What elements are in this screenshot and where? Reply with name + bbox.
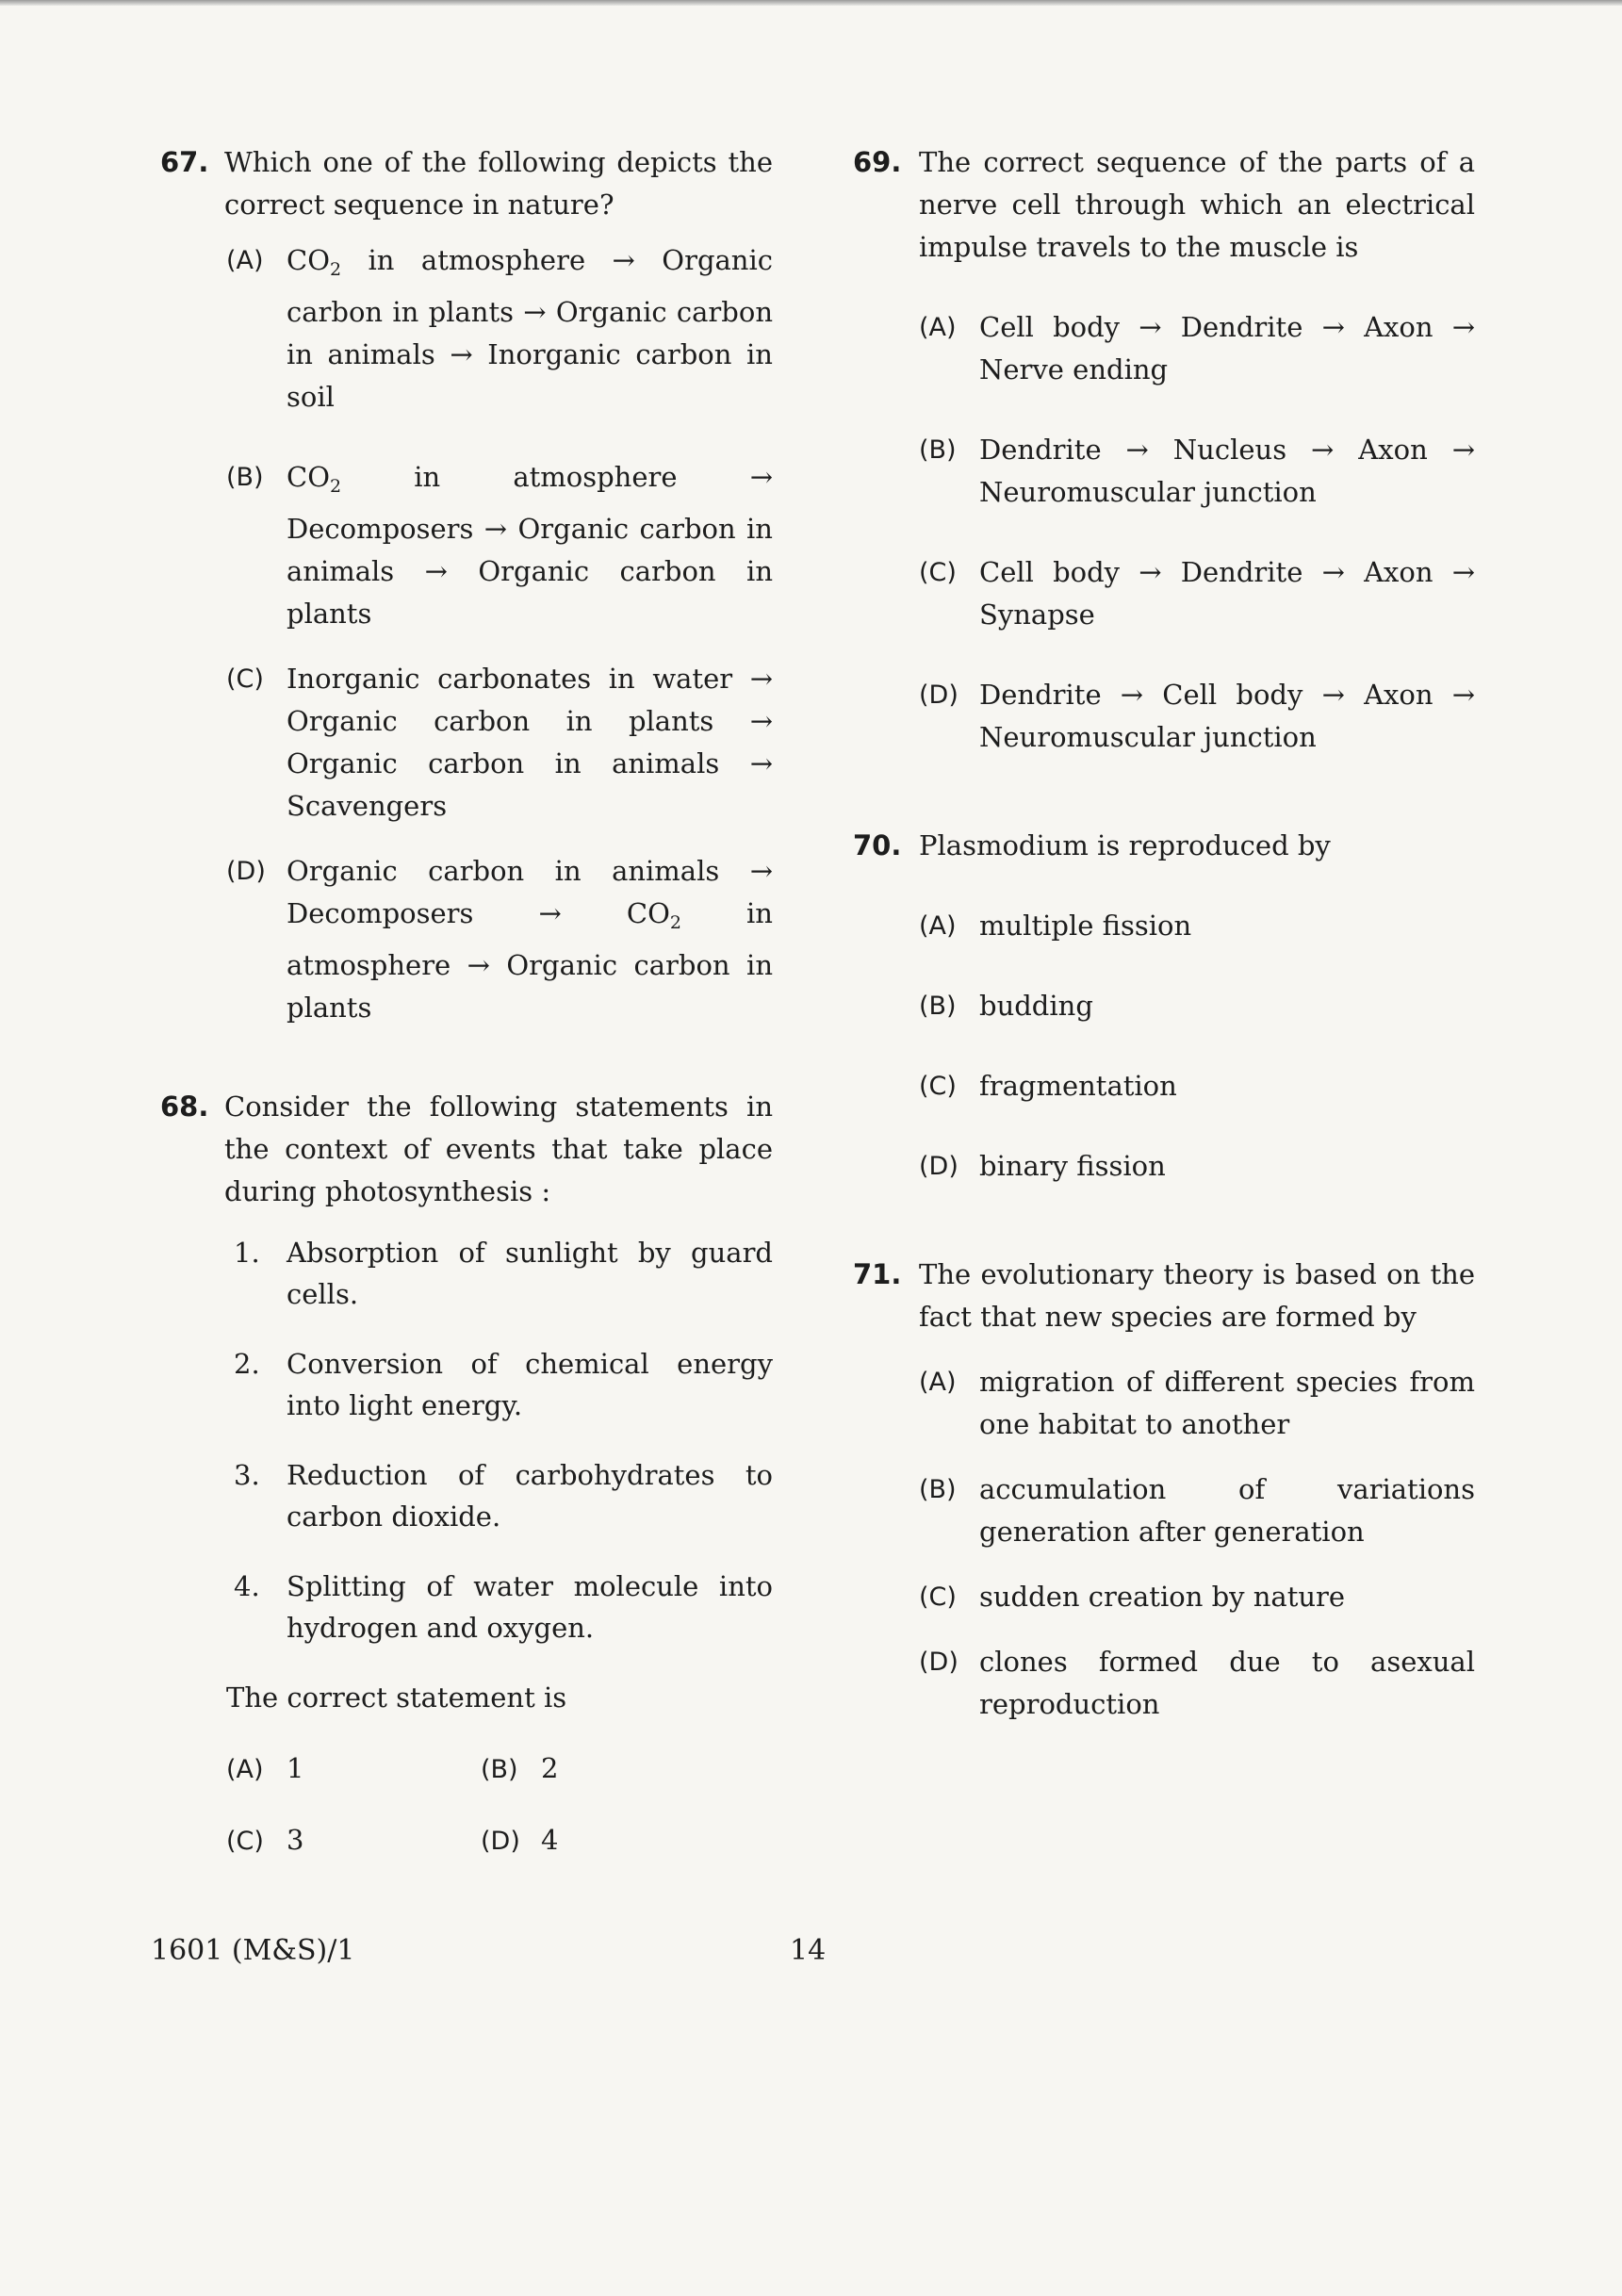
statement-4 [226, 1566, 773, 1648]
statement-text: Reduction of carbohydrates to carbon dioxide. [287, 1459, 773, 1533]
page-number: 14 [790, 1934, 827, 1967]
page-top-edge [0, 0, 1622, 6]
option-label: (C) [919, 558, 957, 587]
option-text: budding [979, 990, 1093, 1022]
option-text: fragmentation [979, 1070, 1177, 1102]
question-text: The evolutionary theory is based on the fact that new species are formed by [919, 1258, 1475, 1333]
statement-text: Splitting of water molecule into hydrogen and oxygen. [287, 1570, 773, 1644]
question-number: 70. [853, 829, 902, 861]
option-67-b [226, 456, 773, 635]
statement-text: Absorption of sunlight by guard cells. [287, 1237, 773, 1310]
statement-number: 3. [234, 1459, 260, 1491]
question-number: 68. [160, 1091, 209, 1123]
question-71 [853, 1254, 1475, 1338]
option-label: (B) [919, 1475, 957, 1504]
question-70 [853, 825, 1475, 867]
statement-3 [226, 1454, 773, 1537]
option-70-c [919, 1065, 1475, 1107]
question-68 [160, 1086, 773, 1213]
question-text: Plasmodium is reproduced by [919, 829, 1331, 861]
option-text: Dendrite → Cell body → Axon → Neuromuscular junction [979, 679, 1475, 753]
option-68-b [481, 1747, 735, 1791]
question-67 [160, 141, 773, 226]
option-67-a [226, 239, 773, 418]
answer-prompt: The correct statement is [226, 1681, 567, 1714]
option-label: (D) [919, 1648, 958, 1677]
option-text: Cell body → Dendrite → Axon → Synapse [979, 556, 1475, 631]
option-label: (C) [226, 1827, 264, 1856]
option-68-a [226, 1747, 481, 1791]
paper-code: 1601 (M&S)/1 [151, 1934, 355, 1967]
option-label: (C) [226, 664, 264, 694]
option-label: (B) [226, 463, 264, 492]
option-label: (A) [919, 313, 957, 342]
option-70-d [919, 1145, 1475, 1188]
option-label: (B) [481, 1755, 518, 1784]
option-label: (C) [919, 1072, 957, 1101]
option-text: sudden creation by nature [979, 1581, 1346, 1613]
option-text: 4 [541, 1824, 559, 1856]
option-70-a [919, 905, 1475, 947]
option-67-c [226, 658, 773, 828]
option-label: (A) [919, 911, 957, 941]
statement-2 [226, 1343, 773, 1426]
option-label: (D) [481, 1827, 520, 1856]
option-71-c [919, 1576, 1475, 1618]
option-text: 3 [287, 1824, 304, 1856]
statement-number: 2. [234, 1348, 260, 1380]
left-column [160, 141, 773, 1862]
question-number: 67. [160, 146, 209, 178]
statement-text: Conversion of chemical energy into light energy. [287, 1348, 773, 1421]
option-70-b [919, 985, 1475, 1027]
option-label: (C) [919, 1583, 957, 1612]
option-text: migration of different species from one habitat to another [979, 1366, 1475, 1440]
question-text: Consider the following statements in the context of events that take place during photosynthesis : [224, 1091, 773, 1207]
option-label: (B) [919, 435, 957, 465]
option-69-b [919, 429, 1475, 514]
question-text: Which one of the following depicts the correct sequence in nature? [224, 146, 773, 221]
option-text: Cell body → Dendrite → Axon → Nerve ending [979, 311, 1475, 385]
option-label: (B) [919, 992, 957, 1021]
statement-number: 4. [234, 1570, 260, 1602]
right-column [853, 141, 1475, 1726]
option-text: $CO_2$ in atmosphere → Organic carbon in plants → Organic carbon in animals → Inorganic carbon in soil [287, 244, 773, 413]
option-69-d [919, 674, 1475, 759]
option-69-c [919, 551, 1475, 636]
option-68-d [481, 1819, 735, 1862]
option-label: (D) [226, 857, 266, 886]
option-71-a [919, 1361, 1475, 1446]
option-text: 2 [541, 1752, 559, 1784]
option-67-d [226, 850, 773, 1029]
option-text: clones formed due to asexual reproduction [979, 1646, 1475, 1720]
option-text: accumulation of variations generation after generation [979, 1473, 1475, 1548]
option-71-b [919, 1468, 1475, 1553]
option-label: (D) [919, 681, 958, 710]
question-number: 69. [853, 146, 902, 178]
question-text: The correct sequence of the parts of a nerve cell through which an electrical impulse travels to the muscle is [919, 146, 1475, 263]
option-text: 1 [287, 1752, 304, 1784]
option-71-d [919, 1641, 1475, 1726]
statement-1 [226, 1232, 773, 1315]
options-row-cd [226, 1819, 773, 1862]
question-69 [853, 141, 1475, 269]
option-label: (A) [226, 246, 264, 275]
option-text: $CO_2$ in atmosphere → Decomposers → Organic carbon in animals → Organic carbon in plants [287, 461, 773, 630]
options-row-ab [226, 1747, 773, 1791]
option-text: multiple fission [979, 910, 1192, 942]
option-text: Organic carbon in animals → Decomposers → $CO_2$ in atmosphere → Organic carbon in plants [287, 855, 773, 1024]
option-text: binary fission [979, 1150, 1166, 1182]
option-text: Dendrite → Nucleus → Axon → Neuromuscular junction [979, 434, 1475, 508]
option-label: (A) [919, 1368, 957, 1397]
statement-number: 1. [234, 1237, 260, 1269]
option-label: (D) [919, 1152, 958, 1181]
question-number: 71. [853, 1258, 902, 1290]
option-68-c [226, 1819, 481, 1862]
option-69-a [919, 306, 1475, 391]
option-label: (A) [226, 1755, 264, 1784]
option-text: Inorganic carbonates in water → Organic carbon in plants → Organic carbon in animals → Scavengers [287, 663, 773, 822]
